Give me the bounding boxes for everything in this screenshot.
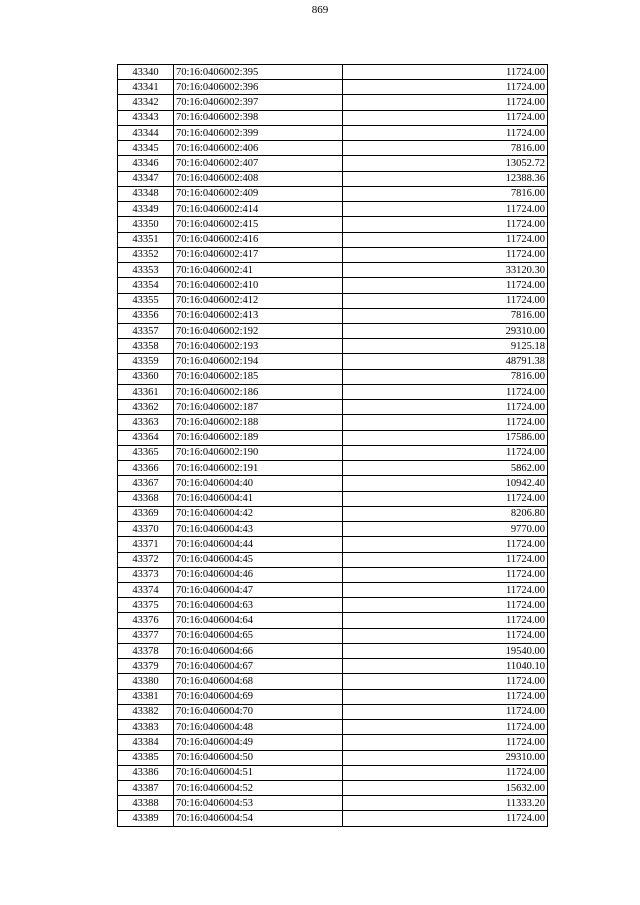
- value-cell: 11724.00: [343, 400, 548, 415]
- value-cell: 11724.00: [343, 628, 548, 643]
- row-number-cell: 43381: [118, 689, 174, 704]
- cadastral-number-cell: 70:16:0406004:65: [174, 628, 343, 643]
- row-number-cell: 43343: [118, 110, 174, 125]
- table-row: [118, 781, 548, 796]
- cadastral-number-cell: 70:16:0406002:190: [174, 445, 343, 460]
- cadastral-number-cell: 70:16:0406002:413: [174, 308, 343, 323]
- value-cell: 11724.00: [343, 689, 548, 704]
- value-cell: 13052.72: [343, 156, 548, 171]
- value-cell: 11724.00: [343, 384, 548, 399]
- row-number-cell: 43356: [118, 308, 174, 323]
- value-cell: 11724.00: [343, 582, 548, 597]
- value-cell: 11724.00: [343, 765, 548, 780]
- row-number-cell: 43389: [118, 811, 174, 826]
- cadastral-number-cell: 70:16:0406002:416: [174, 232, 343, 247]
- table-row: [118, 110, 548, 125]
- cadastral-number-cell: 70:16:0406004:44: [174, 537, 343, 552]
- cadastral-number-cell: 70:16:0406004:63: [174, 598, 343, 613]
- row-number-cell: 43385: [118, 750, 174, 765]
- value-cell: 19540.00: [343, 643, 548, 658]
- table-row: [118, 156, 548, 171]
- table-row: [118, 506, 548, 521]
- row-number-cell: 43378: [118, 643, 174, 658]
- row-number-cell: 43350: [118, 217, 174, 232]
- row-number-cell: 43355: [118, 293, 174, 308]
- cadastral-number-cell: 70:16:0406002:192: [174, 323, 343, 338]
- row-number-cell: 43365: [118, 445, 174, 460]
- table-row: [118, 384, 548, 399]
- table-row: [118, 430, 548, 445]
- table-row: [118, 369, 548, 384]
- row-number-cell: 43341: [118, 80, 174, 95]
- row-number-cell: 43374: [118, 582, 174, 597]
- table-row: [118, 643, 548, 658]
- table-row: [118, 125, 548, 140]
- value-cell: 11724.00: [343, 80, 548, 95]
- row-number-cell: 43379: [118, 659, 174, 674]
- data-table: [117, 64, 548, 827]
- row-number-cell: 43349: [118, 202, 174, 217]
- value-cell: 12388.36: [343, 171, 548, 186]
- row-number-cell: 43369: [118, 506, 174, 521]
- cadastral-number-cell: 70:16:0406004:40: [174, 476, 343, 491]
- value-cell: 11724.00: [343, 293, 548, 308]
- value-cell: 11724.00: [343, 613, 548, 628]
- value-cell: 11333.20: [343, 796, 548, 811]
- row-number-cell: 43363: [118, 415, 174, 430]
- cadastral-number-cell: 70:16:0406002:398: [174, 110, 343, 125]
- value-cell: 7816.00: [343, 186, 548, 201]
- row-number-cell: 43357: [118, 323, 174, 338]
- cadastral-number-cell: 70:16:0406004:70: [174, 704, 343, 719]
- row-number-cell: 43359: [118, 354, 174, 369]
- cadastral-number-cell: 70:16:0406002:409: [174, 186, 343, 201]
- cadastral-number-cell: 70:16:0406002:185: [174, 369, 343, 384]
- cadastral-number-cell: 70:16:0406002:407: [174, 156, 343, 171]
- row-number-cell: 43346: [118, 156, 174, 171]
- cadastral-number-cell: 70:16:0406004:64: [174, 613, 343, 628]
- cadastral-number-cell: 70:16:0406002:410: [174, 278, 343, 293]
- table-row: [118, 567, 548, 582]
- table-row: [118, 522, 548, 537]
- table-row: [118, 308, 548, 323]
- row-number-cell: 43362: [118, 400, 174, 415]
- cadastral-number-cell: 70:16:0406002:187: [174, 400, 343, 415]
- cadastral-number-cell: 70:16:0406002:189: [174, 430, 343, 445]
- table-row: [118, 293, 548, 308]
- value-cell: 5862.00: [343, 461, 548, 476]
- table-row: [118, 704, 548, 719]
- cadastral-number-cell: 70:16:0406004:48: [174, 720, 343, 735]
- cadastral-number-cell: 70:16:0406002:191: [174, 461, 343, 476]
- row-number-cell: 43347: [118, 171, 174, 186]
- value-cell: 7816.00: [343, 369, 548, 384]
- value-cell: 11724.00: [343, 202, 548, 217]
- table-row: [118, 65, 548, 80]
- value-cell: 11724.00: [343, 735, 548, 750]
- cadastral-number-cell: 70:16:0406004:54: [174, 811, 343, 826]
- cadastral-number-cell: 70:16:0406004:52: [174, 781, 343, 796]
- cadastral-number-cell: 70:16:0406002:41: [174, 263, 343, 278]
- page-number: 869: [311, 4, 329, 16]
- row-number-cell: 43340: [118, 65, 174, 80]
- cadastral-number-cell: 70:16:0406004:46: [174, 567, 343, 582]
- row-number-cell: 43387: [118, 781, 174, 796]
- cadastral-number-cell: 70:16:0406002:395: [174, 65, 343, 80]
- row-number-cell: 43360: [118, 369, 174, 384]
- table-row: [118, 339, 548, 354]
- table-row: [118, 186, 548, 201]
- value-cell: 11724.00: [343, 552, 548, 567]
- value-cell: 15632.00: [343, 781, 548, 796]
- row-number-cell: 43354: [118, 278, 174, 293]
- value-cell: 11724.00: [343, 811, 548, 826]
- cadastral-number-cell: 70:16:0406004:66: [174, 643, 343, 658]
- value-cell: 11724.00: [343, 445, 548, 460]
- value-cell: 11724.00: [343, 415, 548, 430]
- table-row: [118, 445, 548, 460]
- table-body: [118, 65, 548, 827]
- table-row: [118, 217, 548, 232]
- cadastral-number-cell: 70:16:0406002:193: [174, 339, 343, 354]
- row-number-cell: 43364: [118, 430, 174, 445]
- cadastral-number-cell: 70:16:0406004:42: [174, 506, 343, 521]
- row-number-cell: 43376: [118, 613, 174, 628]
- row-number-cell: 43342: [118, 95, 174, 110]
- cadastral-number-cell: 70:16:0406002:414: [174, 202, 343, 217]
- cadastral-number-cell: 70:16:0406004:51: [174, 765, 343, 780]
- cadastral-number-cell: 70:16:0406004:45: [174, 552, 343, 567]
- value-cell: 11724.00: [343, 217, 548, 232]
- table-row: [118, 247, 548, 262]
- cadastral-number-cell: 70:16:0406004:67: [174, 659, 343, 674]
- value-cell: 7816.00: [343, 141, 548, 156]
- row-number-cell: 43348: [118, 186, 174, 201]
- value-cell: 11040.10: [343, 659, 548, 674]
- row-number-cell: 43382: [118, 704, 174, 719]
- value-cell: 11724.00: [343, 598, 548, 613]
- value-cell: 48791.38: [343, 354, 548, 369]
- value-cell: 9770.00: [343, 522, 548, 537]
- value-cell: 11724.00: [343, 125, 548, 140]
- row-number-cell: 43388: [118, 796, 174, 811]
- table-row: [118, 400, 548, 415]
- table-row: [118, 811, 548, 826]
- table-row: [118, 613, 548, 628]
- cadastral-number-cell: 70:16:0406004:69: [174, 689, 343, 704]
- cadastral-number-cell: 70:16:0406002:397: [174, 95, 343, 110]
- table-row: [118, 750, 548, 765]
- value-cell: 9125.18: [343, 339, 548, 354]
- table-row: [118, 232, 548, 247]
- cadastral-number-cell: 70:16:0406002:194: [174, 354, 343, 369]
- value-cell: 7816.00: [343, 308, 548, 323]
- table-row: [118, 80, 548, 95]
- value-cell: 11724.00: [343, 95, 548, 110]
- table-row: [118, 476, 548, 491]
- cadastral-number-cell: 70:16:0406004:47: [174, 582, 343, 597]
- row-number-cell: 43358: [118, 339, 174, 354]
- cadastral-number-cell: 70:16:0406002:415: [174, 217, 343, 232]
- value-cell: 11724.00: [343, 567, 548, 582]
- row-number-cell: 43386: [118, 765, 174, 780]
- row-number-cell: 43345: [118, 141, 174, 156]
- row-number-cell: 43351: [118, 232, 174, 247]
- cadastral-number-cell: 70:16:0406002:406: [174, 141, 343, 156]
- value-cell: 17586.00: [343, 430, 548, 445]
- value-cell: 29310.00: [343, 323, 548, 338]
- row-number-cell: 43371: [118, 537, 174, 552]
- table-row: [118, 582, 548, 597]
- cadastral-number-cell: 70:16:0406002:396: [174, 80, 343, 95]
- cadastral-number-cell: 70:16:0406002:188: [174, 415, 343, 430]
- table-row: [118, 141, 548, 156]
- row-number-cell: 43344: [118, 125, 174, 140]
- cadastral-number-cell: 70:16:0406002:399: [174, 125, 343, 140]
- cadastral-number-cell: 70:16:0406002:186: [174, 384, 343, 399]
- value-cell: 10942.40: [343, 476, 548, 491]
- table-row: [118, 323, 548, 338]
- value-cell: 11724.00: [343, 491, 548, 506]
- row-number-cell: 43366: [118, 461, 174, 476]
- value-cell: 29310.00: [343, 750, 548, 765]
- value-cell: 11724.00: [343, 704, 548, 719]
- cadastral-number-cell: 70:16:0406002:412: [174, 293, 343, 308]
- value-cell: 11724.00: [343, 65, 548, 80]
- row-number-cell: 43373: [118, 567, 174, 582]
- row-number-cell: 43370: [118, 522, 174, 537]
- table-row: [118, 765, 548, 780]
- value-cell: 11724.00: [343, 110, 548, 125]
- table-row: [118, 537, 548, 552]
- value-cell: 11724.00: [343, 278, 548, 293]
- table-row: [118, 415, 548, 430]
- table-row: [118, 735, 548, 750]
- row-number-cell: 43368: [118, 491, 174, 506]
- table-row: [118, 171, 548, 186]
- table-row: [118, 95, 548, 110]
- table-row: [118, 552, 548, 567]
- row-number-cell: 43384: [118, 735, 174, 750]
- table-row: [118, 628, 548, 643]
- value-cell: 11724.00: [343, 537, 548, 552]
- table-row: [118, 202, 548, 217]
- row-number-cell: 43353: [118, 263, 174, 278]
- table-row: [118, 689, 548, 704]
- row-number-cell: 43375: [118, 598, 174, 613]
- table-row: [118, 263, 548, 278]
- table-row: [118, 796, 548, 811]
- table-row: [118, 278, 548, 293]
- value-cell: 8206.80: [343, 506, 548, 521]
- table-row: [118, 491, 548, 506]
- value-cell: 11724.00: [343, 247, 548, 262]
- cadastral-number-cell: 70:16:0406004:41: [174, 491, 343, 506]
- row-number-cell: 43380: [118, 674, 174, 689]
- row-number-cell: 43352: [118, 247, 174, 262]
- value-cell: 11724.00: [343, 674, 548, 689]
- row-number-cell: 43377: [118, 628, 174, 643]
- table-row: [118, 720, 548, 735]
- table-row: [118, 674, 548, 689]
- row-number-cell: 43361: [118, 384, 174, 399]
- cadastral-number-cell: 70:16:0406004:53: [174, 796, 343, 811]
- table-row: [118, 659, 548, 674]
- table-row: [118, 598, 548, 613]
- table-row: [118, 354, 548, 369]
- cadastral-number-cell: 70:16:0406002:417: [174, 247, 343, 262]
- cadastral-number-cell: 70:16:0406004:50: [174, 750, 343, 765]
- row-number-cell: 43367: [118, 476, 174, 491]
- value-cell: 33120.30: [343, 263, 548, 278]
- value-cell: 11724.00: [343, 232, 548, 247]
- row-number-cell: 43383: [118, 720, 174, 735]
- cadastral-number-cell: 70:16:0406004:49: [174, 735, 343, 750]
- table-row: [118, 461, 548, 476]
- cadastral-number-cell: 70:16:0406004:43: [174, 522, 343, 537]
- value-cell: 11724.00: [343, 720, 548, 735]
- cadastral-number-cell: 70:16:0406002:408: [174, 171, 343, 186]
- row-number-cell: 43372: [118, 552, 174, 567]
- cadastral-number-cell: 70:16:0406004:68: [174, 674, 343, 689]
